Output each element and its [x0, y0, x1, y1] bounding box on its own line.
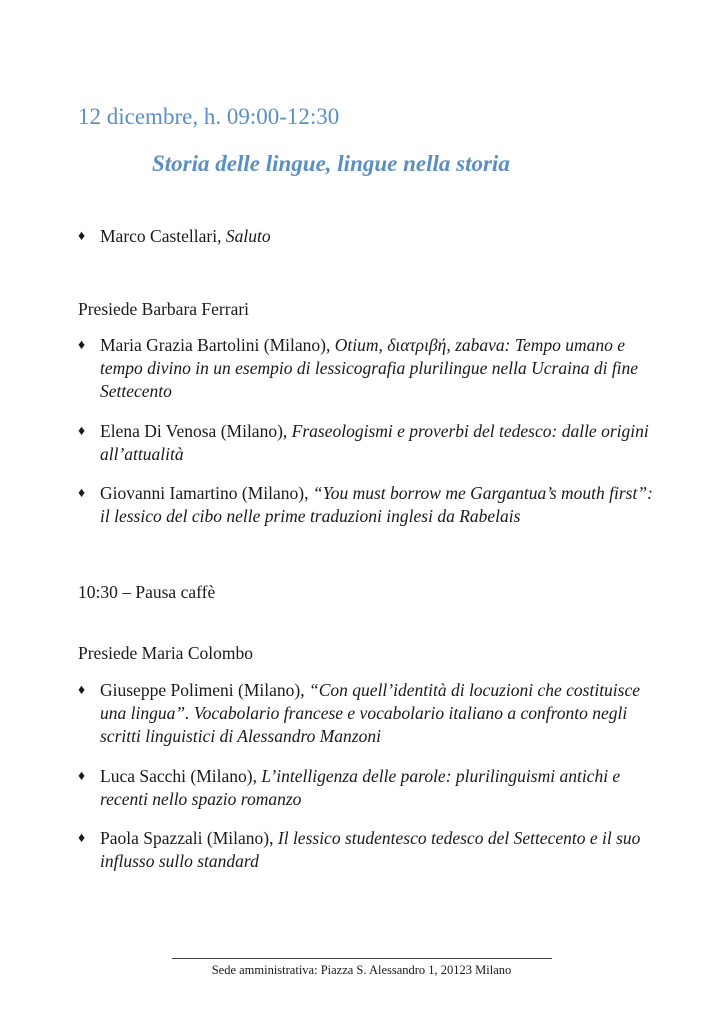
talk-title: Saluto	[225, 226, 271, 246]
speaker-name: Marco Castellari,	[100, 226, 226, 246]
talk-title: Otium, διατριβή, zabava: Tempo umano e tempo divino in un esempio di lessicografia plurilingue nella Ucraina di fine Settecento	[100, 335, 639, 401]
speaker-name: Elena Di Venosa (Milano),	[100, 421, 292, 441]
speaker-name: Luca Sacchi (Milano),	[100, 766, 262, 786]
talk-title: “You must borrow me Gargantua’s mouth first”: il lessico del cibo nelle prime traduzioni inglesi da Rabelais	[100, 483, 653, 526]
panel-1-chair: Presiede Barbara Ferrari	[78, 299, 250, 319]
opening-entry	[78, 225, 658, 248]
talk-entry	[78, 827, 658, 873]
talk-title: Il lessico studentesco tedesco del Settecento e il suo influsso sullo standard	[100, 828, 641, 871]
diamond-bullet-icon: ♦	[78, 229, 86, 244]
footer-address: Sede amministrativa: Piazza S. Alessandro 1, 20123 Milano	[211, 963, 512, 977]
speaker-name: Paola Spazzali (Milano),	[100, 828, 278, 848]
talk-entry	[78, 334, 658, 403]
talk-title: “Con quell’identità di locuzioni che costituisce una lingua”. Vocabolario francese e vocabolario italiano a confronto negli scritti linguistici di Alessandro Manzoni	[100, 680, 641, 746]
footer-divider	[172, 958, 552, 959]
speaker-name: Giuseppe Polimeni (Milano),	[100, 680, 310, 700]
panel-2-chair: Presiede Maria Colombo	[78, 643, 253, 663]
talk-entry	[78, 765, 658, 811]
talk-entry	[78, 420, 658, 466]
speaker-name: Giovanni Iamartino (Milano),	[100, 483, 313, 503]
session-heading: 12 dicembre, h. 09:00-12:30	[78, 104, 340, 129]
talk-entry	[78, 482, 658, 528]
session-subheading: Storia delle lingue, lingue nella storia	[152, 151, 510, 176]
talk-entry	[78, 679, 658, 748]
diamond-bullet-icon: ♦	[78, 338, 86, 353]
speaker-name: Maria Grazia Bartolini (Milano),	[100, 335, 335, 355]
talk-title: L’intelligenza delle parole: plurilinguismi antichi e recenti nello spazio romanzo	[100, 766, 621, 809]
diamond-bullet-icon: ♦	[78, 769, 86, 784]
diamond-bullet-icon: ♦	[78, 424, 86, 439]
diamond-bullet-icon: ♦	[78, 683, 86, 698]
diamond-bullet-icon: ♦	[78, 831, 86, 846]
coffee-break: 10:30 – Pausa caffè	[78, 582, 216, 602]
talk-title: Fraseologismi e proverbi del tedesco: dalle origini all’attualità	[100, 421, 649, 464]
diamond-bullet-icon: ♦	[78, 486, 86, 501]
